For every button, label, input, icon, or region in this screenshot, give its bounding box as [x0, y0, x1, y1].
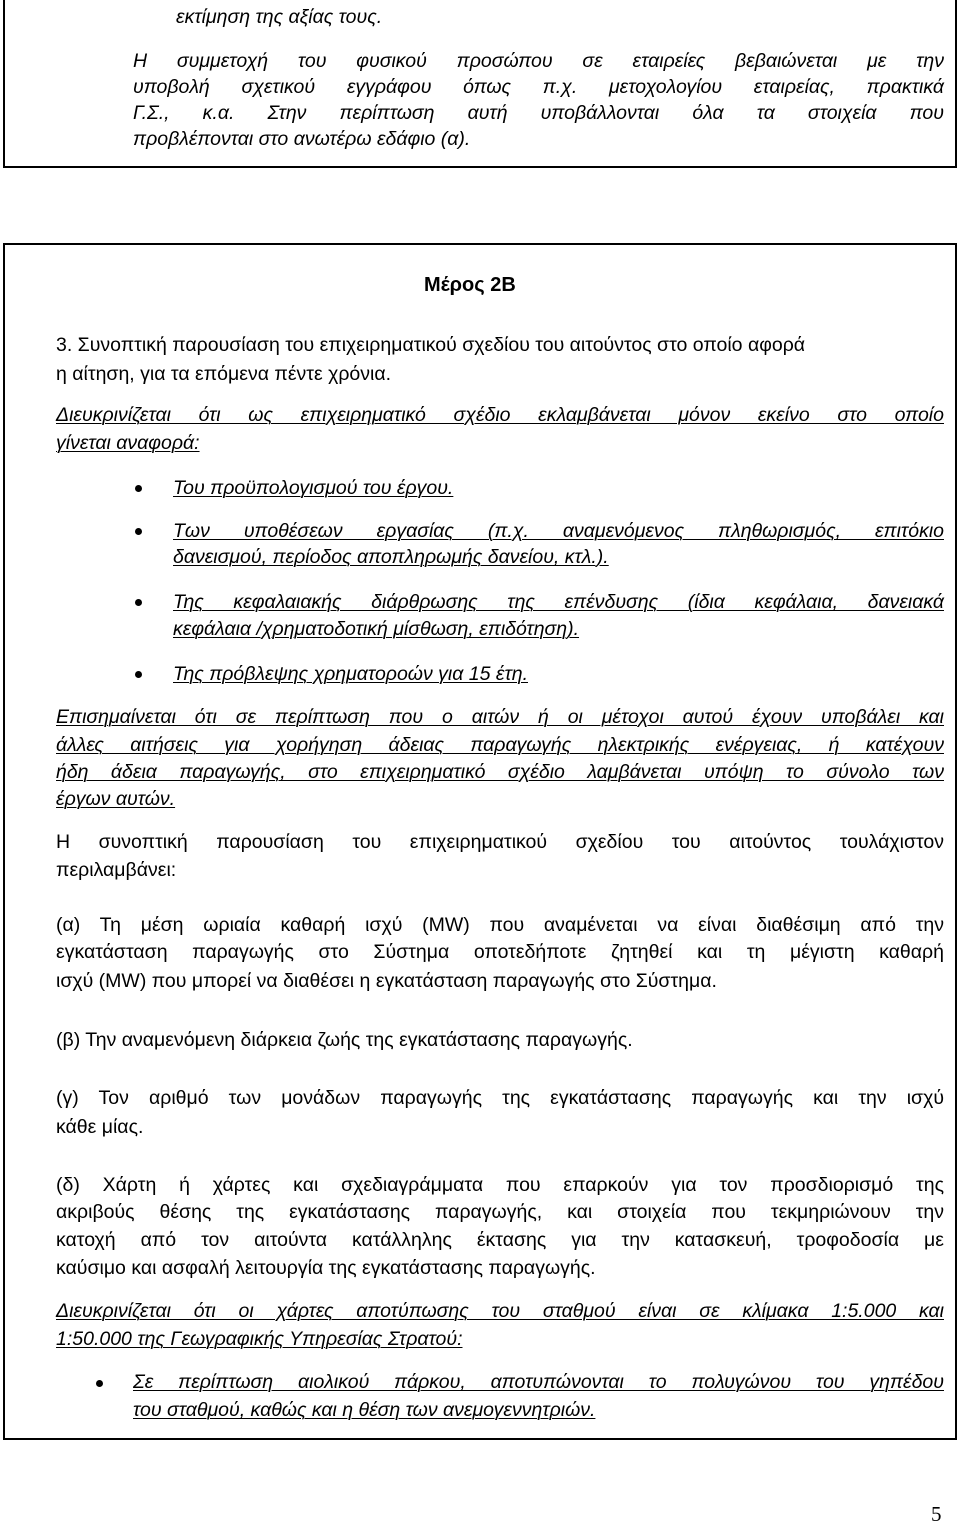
item-b-line-1: (β) Την αναμενόμενη διάρκεια ζωής της εγκατάστασης παραγωγής. — [56, 1029, 633, 1051]
item-d-line-2: ακριβούς θέσης της εγκατάστασης παραγωγής, και στοιχεία που τεκμηριώνουν την — [56, 1201, 944, 1223]
top-line-5: προβλέπονται στο ανωτέρω εδάφιο (α). — [133, 128, 471, 150]
item-d-line-4: καύσιμο και ασφαλή λειτουργία της εγκατάστασης παραγωγής. — [56, 1257, 596, 1279]
bullet2-line-1: Των υποθέσεων εργασίας (π.χ. αναμενόμενος πληθωρισμός, επιτόκιο — [173, 520, 944, 542]
top-line-2: Η συμμετοχή του φυσικού προσώπου σε εταιρείες βεβαιώνεται με την — [133, 50, 944, 72]
final-bullet-line-1: Σε περίπτωση αιολικού πάρκου, αποτυπώνονται το πολυγώνου του γηπέδου — [133, 1371, 944, 1393]
bullet-icon — [135, 671, 142, 678]
item-d-line-3: κατοχή από τον αιτούντα κατάλληλης έκτασης για την κατασκευή, τροφοδοσία με — [56, 1229, 944, 1251]
item-a-line-1: (α) Τη μέση ωριαία καθαρή ισχύ (MW) που αναμένεται να είναι διαθέσιμη από την — [56, 914, 944, 936]
clarification1-line-1: Διευκρινίζεται ότι ως επιχειρηματικό σχέδιο εκλαμβάνεται μόνον εκείνο στο οποίο — [56, 404, 944, 426]
bullet3-line-2: κεφάλαια /χρηματοδοτική μίσθωση, επιδότηση). — [173, 618, 580, 640]
clarification2-line-1: Διευκρινίζεται ότι οι χάρτες αποτύπωσης του σταθμού είναι σε κλίμακα 1:5.000 και — [56, 1300, 944, 1322]
summary-intro-line-2: περιλαμβάνει: — [56, 859, 177, 881]
item-c-line-1: (γ) Τον αριθμό των μονάδων παραγωγής της εγκατάστασης παραγωγής και την ισχύ — [56, 1087, 944, 1109]
bullet-icon — [96, 1380, 103, 1387]
final-bullet-line-2: του σταθμού, καθώς και η θέση των ανεμογεννητριών. — [133, 1399, 596, 1421]
note-line-3: ήδη άδεια παραγωγής, στο επιχειρηματικό σχέδιο λαμβάνεται υπόψη το σύνολο των — [56, 761, 944, 783]
item3-line-1: 3. Συνοπτική παρουσίαση του επιχειρηματικού σχεδίου του αιτούντος στο οποίο αφορά — [56, 334, 806, 356]
bullet-icon — [135, 485, 142, 492]
clarification1-line-2: γίνεται αναφορά: — [56, 432, 200, 454]
bullet1-line-1: Του προϋπολογισμού του έργου. — [173, 477, 454, 499]
page-number: 5 — [931, 1502, 942, 1526]
top-line-4: Γ.Σ., κ.α. Στην περίπτωση αυτή υποβάλλονται όλα τα στοιχεία που — [133, 102, 944, 124]
section-heading: Μέρος 2Β — [424, 274, 516, 296]
top-line-1: εκτίμηση της αξίας τους. — [176, 6, 383, 28]
item-a-line-2: εγκατάσταση παραγωγής στο Σύστημα οποτεδήποτε ζητηθεί και τη μέγιστη καθαρή — [56, 941, 944, 963]
bullet-icon — [135, 528, 142, 535]
item-a-line-3: ισχύ (MW) που μπορεί να διαθέσει η εγκατάσταση παραγωγής στο Σύστημα. — [56, 970, 717, 992]
clarification2-line-2: 1:50.000 της Γεωγραφικής Υπηρεσίας Στρατού: — [56, 1328, 463, 1350]
top-line-3: υποβολή σχετικού εγγράφου όπως π.χ. μετοχολογίου εταιρείας, πρακτικά — [133, 76, 944, 98]
note-line-2: άλλες αιτήσεις για χορήγηση άδειας παραγωγής ηλεκτρικής ενέργειας, ή κατέχουν — [56, 734, 944, 756]
note-line-1: Επισημαίνεται ότι σε περίπτωση που ο αιτών ή οι μέτοχοι αυτού έχουν υποβάλει και — [56, 706, 944, 728]
bullet3-line-1: Της κεφαλαιακής διάρθρωσης της επένδυσης (ίδια κεφάλαια, δανειακά — [173, 591, 944, 613]
bullet4-line-1: Της πρόβλεψης χρηματοροών για 15 έτη. — [173, 663, 528, 685]
bullet2-line-2: δανεισμού, περίοδος αποπληρωμής δανείου, κτλ.). — [173, 546, 609, 568]
item-d-line-1: (δ) Χάρτη ή χάρτες και σχεδιαγράμματα που επαρκούν για τον προσδιορισμό της — [56, 1174, 944, 1196]
item3-line-2: η αίτηση, για τα επόμενα πέντε χρόνια. — [56, 363, 392, 385]
summary-intro-line-1: Η συνοπτική παρουσίαση του επιχειρηματικού σχεδίου του αιτούντος τουλάχιστον — [56, 831, 944, 853]
bullet-icon — [135, 599, 142, 606]
item-c-line-2: κάθε μίας. — [56, 1116, 144, 1138]
note-line-4: έργων αυτών. — [56, 788, 176, 810]
